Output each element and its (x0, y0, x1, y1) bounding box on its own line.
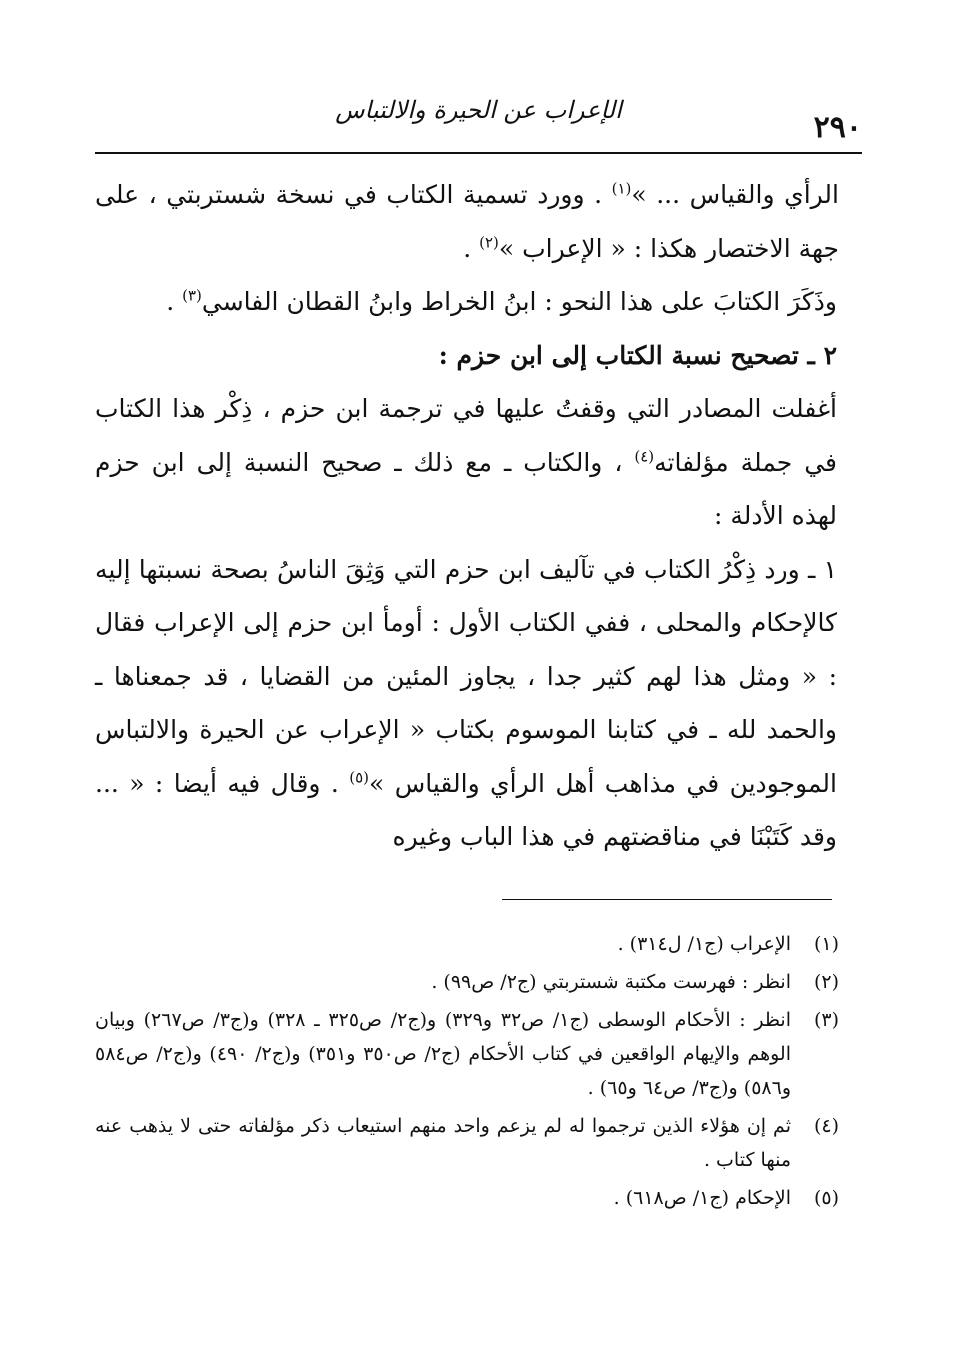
footnote-1 (95, 927, 839, 961)
paragraph-4 (95, 543, 839, 864)
footnote-ref-3: (٣) (182, 286, 202, 305)
footnotes (95, 927, 839, 1219)
section-heading: ٢ ـ تصحيح نسبة الكتاب إلى ابن حزم : (438, 340, 837, 370)
text-span: ، والكتاب ـ مع ذلك ـ صحيح النسبة إلى ابن حزم لهذه الأدلة : (95, 447, 837, 530)
text-span: وذَكَرَ الكتابَ على هذا النحو : ابنُ الخراط وابنُ القطان الفاسي (201, 287, 837, 316)
page-header (95, 90, 862, 154)
footnote-ref-5: (٥) (349, 768, 369, 787)
footnote-3 (95, 1003, 839, 1105)
footnote-number: (٣) (813, 1009, 839, 1031)
body-text (95, 168, 839, 864)
footnote-text: الإعراب (ج١/ ل٣١٤) . (617, 933, 791, 955)
text-span: . (166, 287, 183, 316)
footnote-2 (95, 965, 839, 999)
footnote-number: (١) (813, 933, 839, 955)
text-span: ١ ـ ورد ذِكْرُ الكتاب في تآليف ابن حزم التي وَثِقَ الناسُ بصحة نسبتها إليه كالإحكام والمحلى ، ففي الكتاب الأول : أومأ ابن حزم إلى الإعراب فقال : « ومثل هذا لهم كثير جدا ، يجاوز المئين من القضايا ، قد جمعناها ـ والحمد لله ـ في كتابنا الموسوم بكتاب « الإعراب عن الحيرة والالتباس الموجودين في مذاهب أهل الرأي والقياس » (95, 554, 837, 798)
paragraph-3 (95, 382, 839, 543)
footnote-text: انظر : فهرست مكتبة شستربتي (ج٢/ ص٩٩) . (431, 971, 791, 993)
footnote-text: ثم إن هؤلاء الذين ترجموا له لم يزعم واحد منهم استيعاب ذكر مؤلفاته حتى لا يذهب عنه منها كتاب . (95, 1115, 791, 1171)
footnote-ref-4: (٤) (634, 447, 655, 466)
text-span: أغفلت المصادر التي وقفتُ عليها في ترجمة ابن حزم ، ذِكْر هذا الكتاب في جملة مؤلفاته (95, 394, 837, 477)
page-number: ٢٩٠ (813, 110, 862, 145)
text-span: . (463, 233, 480, 263)
text-span: الرأي والقياس ... » (631, 180, 839, 209)
footnote-divider (502, 899, 832, 900)
text-span: . وقال فيه أيضا : « ... وقد كَتَبْنَا في مناقضتهم في هذا الباب وغيره (95, 768, 837, 851)
footnote-text: الإحكام (ج١/ ص٦١٨) . (613, 1187, 791, 1209)
footnote-number: (٤) (813, 1115, 839, 1137)
footnote-4 (95, 1109, 839, 1177)
paragraph-1 (95, 168, 839, 275)
footnote-text: انظر : الأحكام الوسطى (ج١/ ص٣٢ و٣٢٩) و(ج٢/ ص٣٢٥ ـ ٣٢٨) و(ج٣/ ص٢٦٧) وبيان الوهم والإيهام الواقعين في كتاب الأحكام (ج٢/ ص٣٥٠ و٣٥١) و(ج٢/ ٤٩٠) و(ج٢/ ص٥٨٤ و٥٨٦) و(ج٣/ ص٦٤ و٦٥) . (95, 1009, 791, 1099)
footnote-ref-2: (٢) (479, 233, 499, 252)
text-span: . وورد تسمية الكتاب في نسخة شستربتي ، على جهة الاختصار هكذا : « الإعراب » (95, 180, 839, 263)
footnote-ref-1: (١) (611, 179, 632, 198)
footnote-number: (٢) (813, 971, 839, 993)
footnote-number: (٥) (813, 1187, 839, 1209)
running-head: الإعراب عن الحيرة والالتباس (335, 96, 622, 124)
footnote-5 (95, 1181, 839, 1215)
paragraph-2 (95, 275, 839, 329)
